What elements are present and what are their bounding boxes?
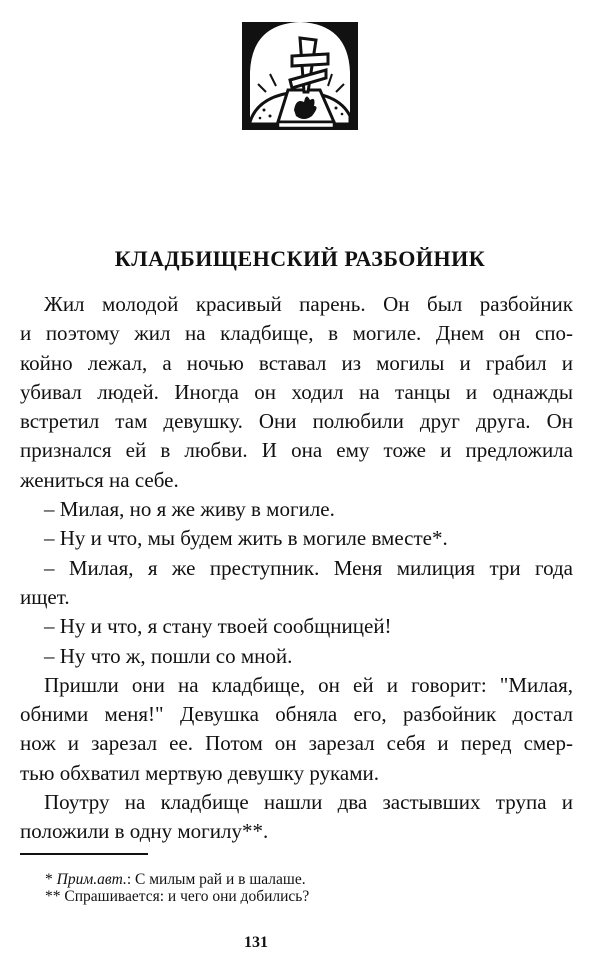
footnote-1 <box>45 871 309 888</box>
text-line: встретил там девушку. Они полюбили друг друга. Он <box>20 409 573 434</box>
text-line: ищет. <box>20 584 70 609</box>
story-title: КЛАДБИЩЕНСКИЙ РАЗБОЙНИК <box>114 246 486 271</box>
text-line: положили в одну могилу**. <box>20 819 269 844</box>
footnote-text: : С милым рай и в шалаше. <box>126 871 306 888</box>
footnote-marker: * <box>45 871 57 888</box>
footnote-text: Спрашивается: и чего они добились? <box>64 888 310 905</box>
text-line: тью обхватил мертвую девушку руками. <box>20 760 380 785</box>
text-line: и поэтому жил на кладбище, в могиле. Днем он спо- <box>20 321 573 346</box>
text-line: признался ей в любви. И она ему тоже и предложила <box>20 438 573 463</box>
text-line: убивал людей. Иногда он ходил на танцы и однажды <box>20 379 573 404</box>
footnote-marker: ** <box>45 888 65 905</box>
footnotes <box>45 871 309 905</box>
page-number: 131 <box>244 934 268 951</box>
text-line: Жил молодой красивый парень. Он был разбойник <box>44 292 573 316</box>
grave-cross-icon <box>238 12 362 134</box>
dialogue-line: – Милая, я же преступник. Меня милиция три года <box>44 555 573 580</box>
text-line: койно лежал, а ночью вставал из могилы и грабил и <box>20 350 573 375</box>
dialogue-line: – Ну и что, я стану твоей сообщницей! <box>44 614 392 639</box>
story-body <box>20 290 573 847</box>
dialogue-line: – Милая, но я же живу в могиле. <box>44 497 335 522</box>
footnote-label: Прим.авт. <box>56 871 127 888</box>
footnote-divider <box>20 853 148 855</box>
text-line: Поутру на кладбище нашли два застывших трупа и <box>44 790 573 815</box>
footnote-2 <box>45 888 309 905</box>
text-line: нож и зарезал ее. Потом он зарезал себя и перед смер- <box>20 731 573 756</box>
dialogue-line: – Ну и что, мы будем жить в могиле вместе*. <box>44 526 448 551</box>
text-line: жениться на себе. <box>20 467 179 492</box>
text-line: обними меня!" Девушка обняла его, разбойник достал <box>20 702 573 727</box>
text-line: Пришли они на кладбище, он ей и говорит: "Милая, <box>44 672 573 697</box>
dialogue-line: – Ну что ж, пошли со мной. <box>44 643 293 668</box>
